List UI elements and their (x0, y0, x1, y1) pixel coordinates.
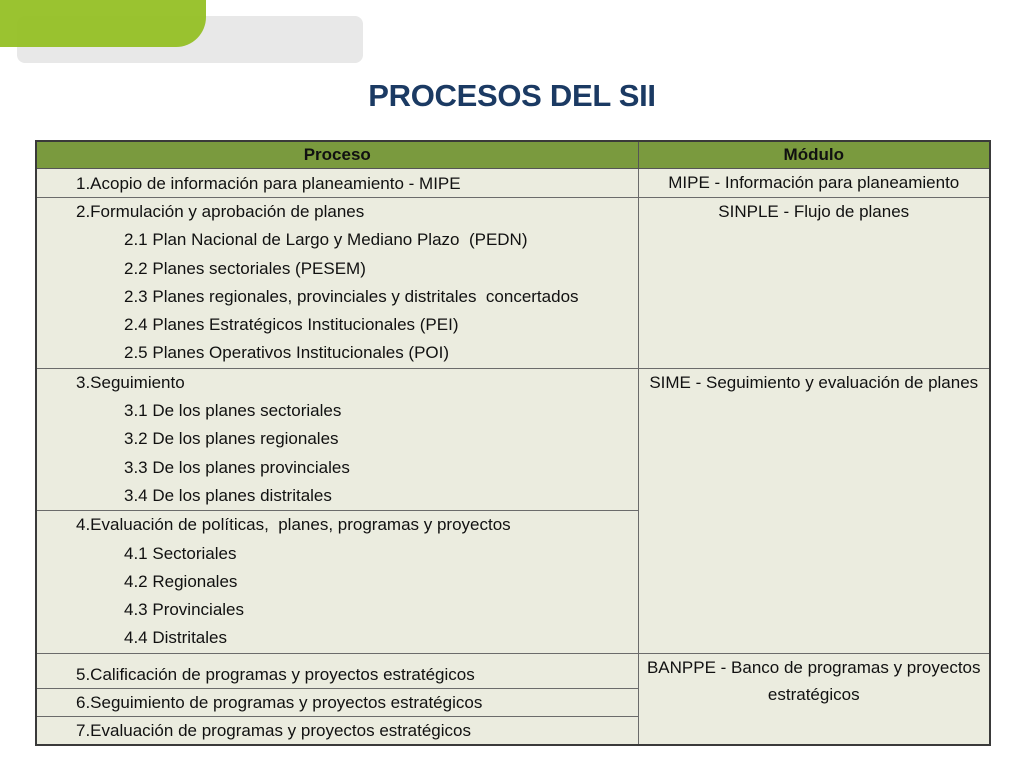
header-green-tab (0, 0, 206, 47)
table-row (36, 653, 990, 688)
proceso-subitem: 3.4 De los planes distritales (124, 485, 332, 505)
proceso-item: 7.Evaluación de programas y proyectos estratégicos (76, 720, 471, 740)
proceso-subitem: 4.1 Sectoriales (124, 543, 237, 563)
proceso-subitem: 3.1 De los planes sectoriales (124, 401, 342, 421)
proceso-cell (36, 368, 638, 510)
proceso-item: 1.Acopio de información para planeamiento - MIPE (76, 173, 461, 193)
proceso-subitem: 4.3 Provinciales (124, 600, 245, 620)
proceso-subitem: 2.4 Planes Estratégicos Institucionales (PEI) (124, 315, 459, 335)
header-proceso: Proceso (36, 141, 638, 169)
proceso-subitem: 2.2 Planes sectoriales (PESEM) (124, 258, 366, 278)
proceso-item: 5.Calificación de programas y proyectos estratégicos (76, 664, 475, 684)
proceso-cell (36, 169, 638, 198)
proceso-item: 2.Formulación y aprobación de planes (76, 202, 365, 221)
proceso-subitem: 3.2 De los planes regionales (124, 429, 339, 449)
proceso-cell (36, 511, 638, 653)
proceso-cell (36, 688, 638, 716)
proceso-subitem: 4.2 Regionales (124, 571, 238, 591)
modulo-cell: SIME - Seguimiento y evaluación de planes (638, 368, 990, 653)
slide-title: PROCESOS DEL SII (368, 78, 656, 113)
modulo-cell: MIPE - Información para planeamiento (638, 169, 990, 198)
proceso-subitem: 4.4 Distritales (124, 628, 227, 648)
table-row (36, 198, 990, 369)
proceso-cell (36, 653, 638, 688)
proceso-cell (36, 716, 638, 745)
table-row (36, 169, 990, 198)
proceso-subitem: 2.3 Planes regionales, provinciales y distritales concertados (124, 286, 579, 306)
proceso-subitem: 2.1 Plan Nacional de Largo y Mediano Plazo (PEDN) (124, 230, 528, 250)
modulo-cell: BANPPE - Banco de programas y proyectos estratégicos (638, 653, 990, 745)
modulo-cell: SINPLE - Flujo de planes (638, 198, 990, 369)
table-row (36, 368, 990, 510)
proceso-item: 6.Seguimiento de programas y proyectos estratégicos (76, 692, 483, 712)
proceso-cell (36, 198, 638, 369)
proceso-item: 3.Seguimiento (76, 372, 185, 392)
proceso-subitem: 3.3 De los planes provinciales (124, 457, 350, 477)
proceso-subitem: 2.5 Planes Operativos Institucionales (POI) (124, 343, 450, 363)
processes-table (35, 140, 991, 746)
proceso-item: 4.Evaluación de políticas, planes, programas y proyectos (76, 515, 511, 535)
header-modulo: Módulo (638, 141, 990, 169)
table-header-row (36, 141, 990, 169)
